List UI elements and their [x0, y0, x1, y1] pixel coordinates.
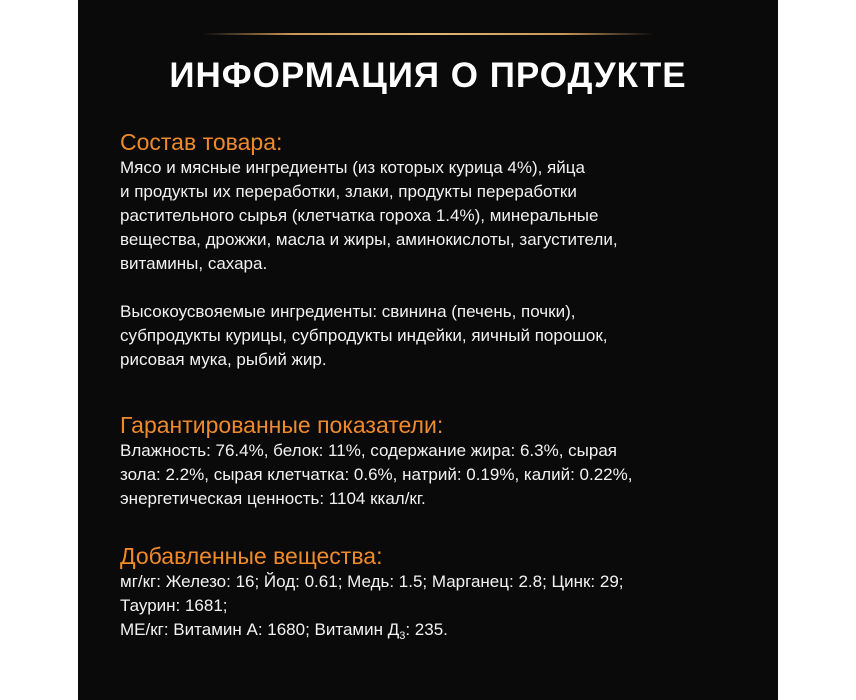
composition-line: вещества, дрожжи, масла и жиры, аминокислоты, загустители,: [120, 230, 618, 249]
vitamins-text: МЕ/кг: Витамин А: 1680; Витамин Д: [120, 620, 400, 639]
additives-vitamins-line: [120, 618, 760, 642]
additives-heading: Добавленные вещества:: [120, 543, 383, 569]
additives-section: [120, 542, 760, 642]
vitamin-d-subscript: 3: [399, 630, 406, 642]
page-title: ИНФОРМАЦИЯ О ПРОДУКТЕ: [169, 56, 687, 95]
composition-section: [120, 128, 760, 372]
composition-line: и продукты их переработки, злаки, продукты переработки: [120, 182, 577, 201]
composition-line: витамины, сахара.: [120, 254, 268, 273]
gold-divider-line: [202, 33, 654, 35]
guaranteed-line: Влажность: 76.4%, белок: 11%, содержание жира: 6.3%, сырая: [120, 441, 618, 460]
digestible-ingredients-line: Высокоусвояемые ингредиенты: свинина (печень, почки),: [120, 302, 576, 321]
guaranteed-line: зола: 2.2%, сырая клетчатка: 0.6%, натрий: 0.19%, калий: 0.22%,: [120, 465, 633, 484]
product-info-panel: [78, 0, 778, 700]
additives-line: мг/кг: Железо: 16; Йод: 0.61; Медь: 1.5; Марганец: 2.8; Цинк: 29;: [120, 572, 624, 591]
guaranteed-section: [120, 411, 760, 511]
composition-line: растительного сырья (клетчатка гороха 1.4%), минеральные: [120, 206, 599, 225]
vitamin-d-value: : 235.: [405, 620, 448, 639]
composition-heading: Состав товара:: [120, 129, 283, 155]
digestible-ingredients-line: рисовая мука, рыбий жир.: [120, 350, 327, 369]
additives-line: Таурин: 1681;: [120, 596, 228, 615]
guaranteed-heading: Гарантированные показатели:: [120, 412, 444, 438]
digestible-ingredients-line: субпродукты курицы, субпродукты индейки, яичный порошок,: [120, 326, 608, 345]
guaranteed-line: энергетическая ценность: 1104 ккал/кг.: [120, 489, 426, 508]
composition-line: Мясо и мясные ингредиенты (из которых курица 4%), яйца: [120, 158, 585, 177]
